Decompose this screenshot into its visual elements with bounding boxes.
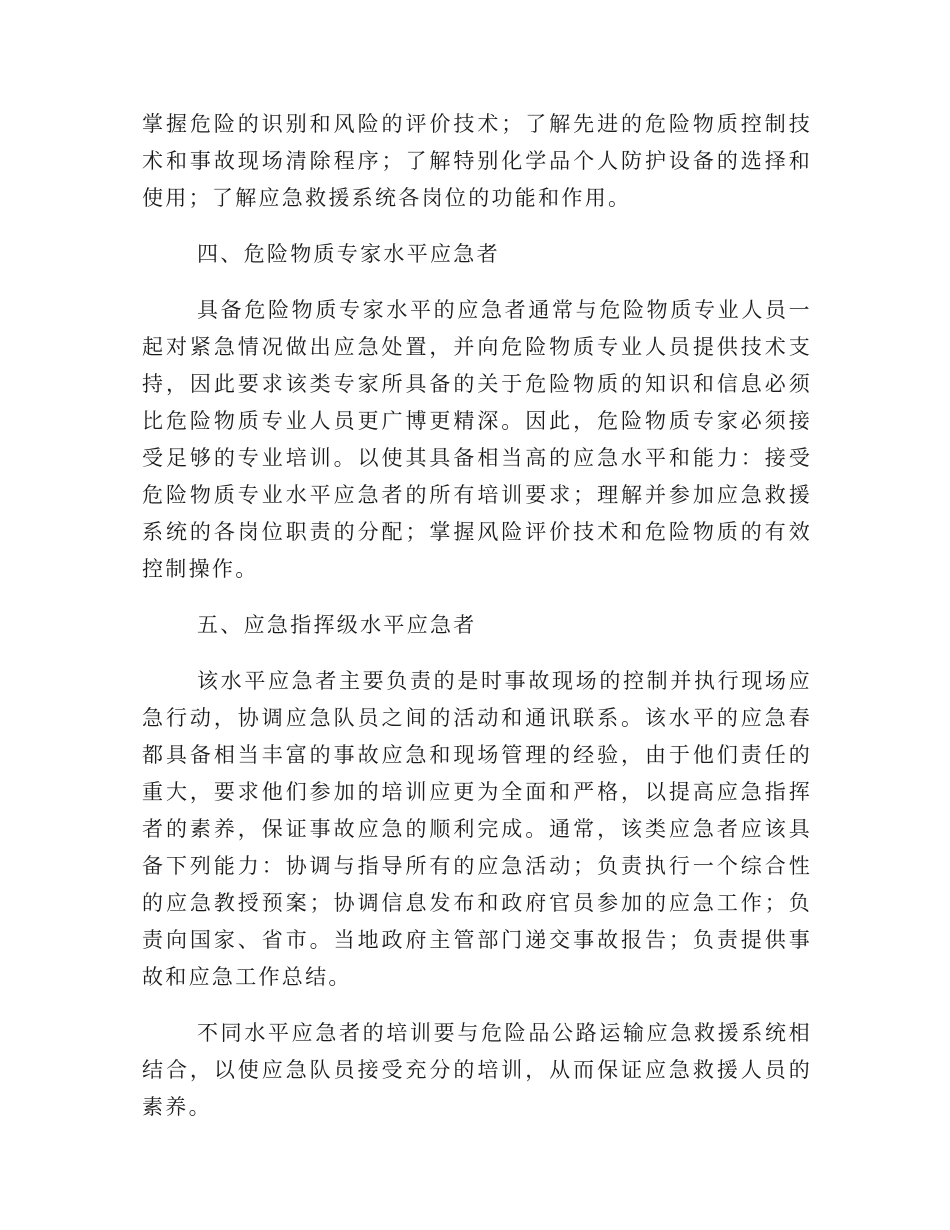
section-heading-4: 四、危险物质专家水平应急者: [197, 242, 500, 266]
document-body: [142, 106, 812, 1126]
paragraph-continuation: 掌握危险的识别和风险的评价技术；了解先进的危险物质控制技术和事故现场清除程序；了解特别化学品个人防护设备的选择和使用；了解应急救援系统各岗位的功能和作用。: [142, 112, 812, 210]
paragraph-expert-level: 具备危险物质专家水平的应急者通常与危险物质专业人员一起对紧急情况做出应急处置，并向危险物质专业人员提供技术支持，因此要求该类专家所具备的关于危险物质的知识和信息必须比危险物质专业人员更广博更精深。因此，危险物质专家必须接受足够的专业培训。以使其具备相当高的应急水平和能力：接受危险物质专业水平应急者的所有培训要求；理解并参加应急救援系统的各岗位职责的分配；掌握风险评价技术和危险物质的有效控制操作。: [142, 298, 812, 581]
paragraph-conclusion: 不同水平应急者的培训要与危险品公路运输应急救援系统相结合，以使应急队员接受充分的培训，从而保证应急救援人员的素养。: [142, 1021, 812, 1119]
section-heading-5: 五、应急指挥级水平应急者: [197, 613, 477, 637]
paragraph-command-level: 该水平应急者主要负责的是时事故现场的控制并执行现场应急行动，协调应急队员之间的活动和通讯联系。该水平的应急春都具备相当丰富的事故应急和现场管理的经验，由于他们责任的重大，要求他们参加的培训应更为全面和严格，以提高应急指挥者的素养，保证事故应急的顺利完成。通常，该类应急者应该具备下列能力：协调与指导所有的应急活动；负责执行一个综合性的应急教授预案；协调信息发布和政府官员参加的应急工作；负责向国家、省市。当地政府主管部门递交事故报告；负责提供事故和应急工作总结。: [142, 669, 812, 989]
